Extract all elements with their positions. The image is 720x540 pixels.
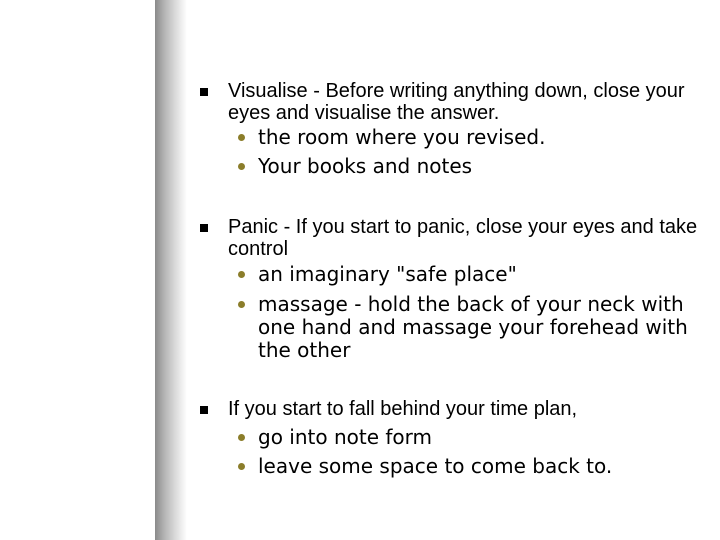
sub-bullet [258,263,698,286]
square-bullet-icon [200,406,208,414]
sub-bullet-text: leave some space to come back to. [258,454,613,478]
sub-bullet-text: the room where you revised. [258,125,546,149]
bullet-text: Visualise - Before writing anything down, close your eyes and visualise the answer. [228,80,685,124]
sub-bullet-text: massage - hold the back of your neck with one hand and massage your forehead with the other [258,292,688,362]
dot-bullet-icon [238,301,245,308]
sub-bullet-text: go into note form [258,425,433,449]
bullet-text: Panic - If you start to panic, close your eyes and take control [228,216,698,260]
sub-bullet-text: an imaginary "safe place" [258,262,517,286]
dot-bullet-icon [238,463,245,470]
dot-bullet-icon [238,163,245,170]
slide-left-gradient-band [0,0,160,540]
square-bullet-icon [200,88,208,96]
dot-bullet-icon [238,134,245,141]
square-bullet-icon [200,224,208,232]
slide-content [200,0,710,540]
sub-bullet [258,126,698,149]
sub-bullet [258,293,698,362]
dot-bullet-icon [238,271,245,278]
sub-bullet-text: Your books and notes [258,154,473,178]
sub-bullet [258,455,698,478]
dot-bullet-icon [238,434,245,441]
sub-bullet [258,426,698,449]
sub-bullet [258,155,698,178]
bullet-text: If you start to fall behind your time plan, [228,398,578,420]
